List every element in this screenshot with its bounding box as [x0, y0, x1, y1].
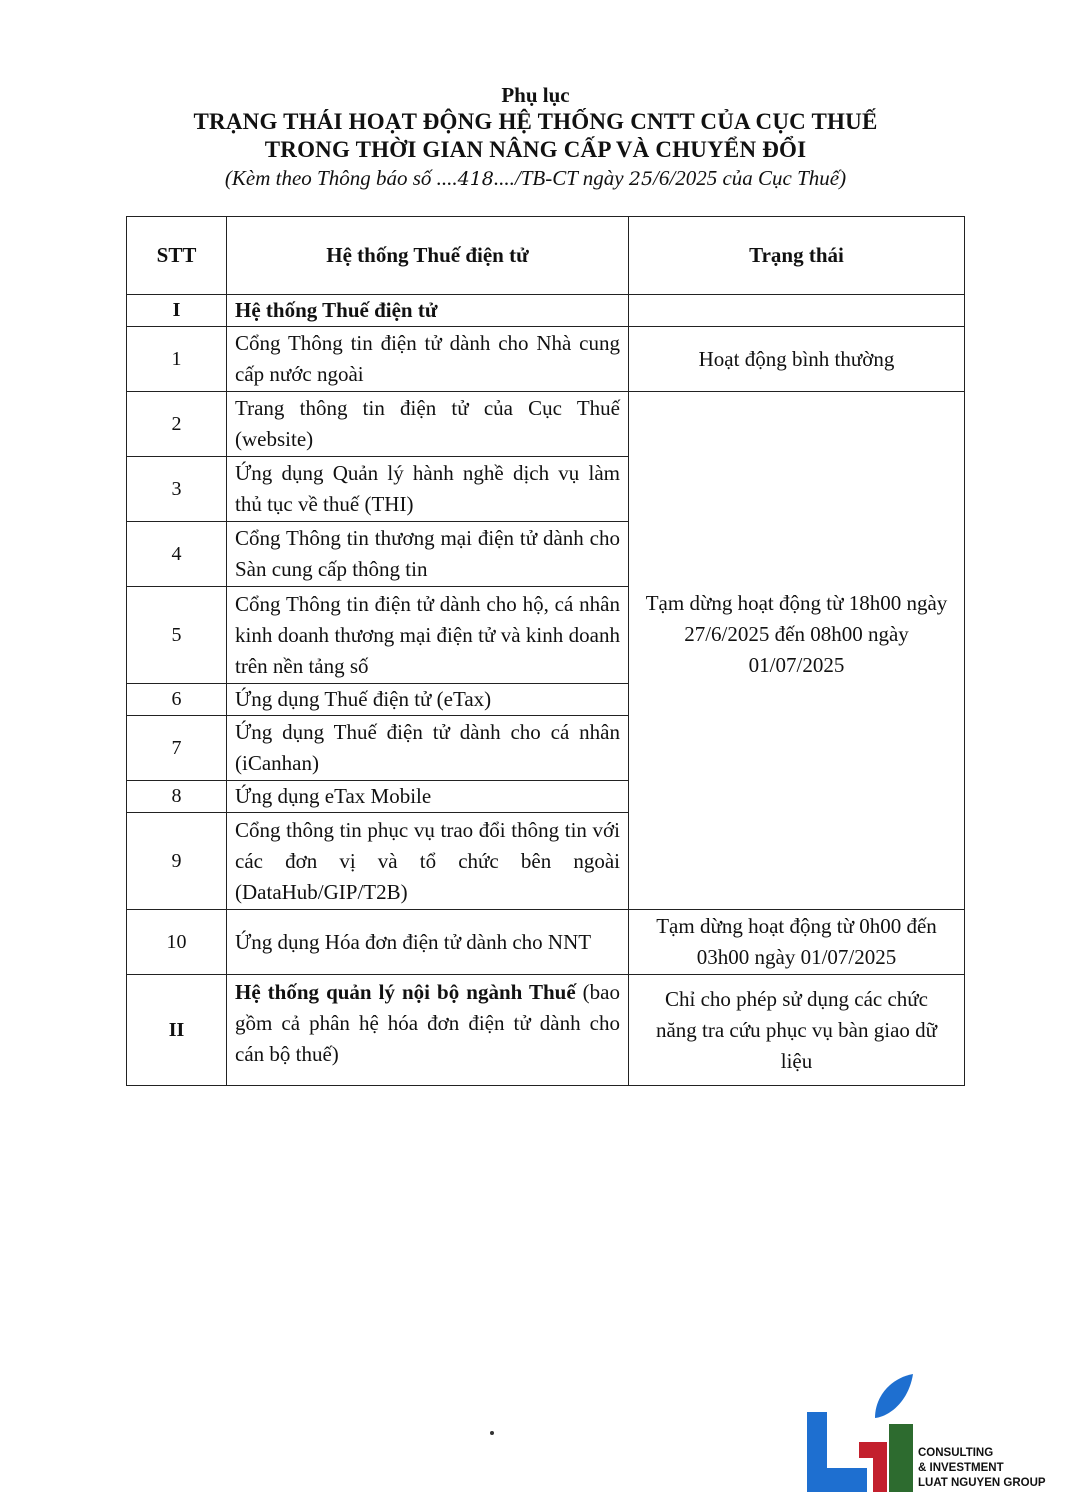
status-suspended-short: Tạm dừng hoạt động từ 0h00 đến 03h00 ngày 01/07/2025 — [629, 910, 965, 975]
row-stt: 5 — [127, 587, 227, 684]
group-status-empty — [629, 295, 965, 327]
title-line-1: TRẠNG THÁI HOẠT ĐỘNG HỆ THỐNG CNTT CỦA CỤC THUẾ — [193, 109, 878, 134]
group-name — [227, 975, 629, 1086]
table-row — [127, 392, 965, 457]
scan-speck — [490, 1431, 494, 1435]
subtitle-prefix: (Kèm theo Thông báo số .... — [224, 166, 458, 190]
row-system: Ứng dụng eTax Mobile — [227, 781, 629, 813]
group-stt: I — [127, 295, 227, 327]
row-stt: 9 — [127, 813, 227, 910]
row-stt: 2 — [127, 392, 227, 457]
group-row-ii — [127, 975, 965, 1086]
row-stt: 1 — [127, 327, 227, 392]
status-table — [126, 216, 965, 1086]
row-stt: 10 — [127, 910, 227, 975]
status-normal: Hoạt động bình thường — [629, 327, 965, 392]
status-lookup-only: Chỉ cho phép sử dụng các chức năng tra cứu phục vụ bàn giao dữ liệu — [629, 975, 965, 1086]
table-header-row — [127, 217, 965, 295]
row-system: Cổng Thông tin điện tử dành cho Nhà cung cấp nước ngoài — [227, 327, 629, 392]
logo-green-shape — [889, 1424, 913, 1492]
header-status: Trạng thái — [629, 217, 965, 295]
row-system: Ứng dụng Thuế điện tử (eTax) — [227, 684, 629, 716]
group-name: Hệ thống Thuế điện tử — [227, 295, 629, 327]
group-stt: II — [127, 975, 227, 1086]
subtitle-middle: ..../TB-CT ngày — [493, 166, 629, 190]
document-header — [0, 82, 1071, 193]
row-system: Ứng dụng Quản lý hành nghề dịch vụ làm thủ tục về thuế (THI) — [227, 457, 629, 522]
header-stt: STT — [127, 217, 227, 295]
row-system: Cổng Thông tin điện tử dành cho hộ, cá nhân kinh doanh thương mại điện tử và kinh doanh trên nền tảng số — [227, 587, 629, 684]
group-row-i — [127, 295, 965, 327]
logo-line-2: & INVESTMENT — [918, 1462, 1004, 1474]
status-suspended-long: Tạm dừng hoạt động từ 18h00 ngày 27/6/2025 đến 08h00 ngày 01/07/2025 — [629, 392, 965, 910]
row-stt: 6 — [127, 684, 227, 716]
group-name-bold: Hệ thống quản lý nội bộ ngành Thuế — [235, 980, 576, 1004]
handwritten-notice-number: 418 — [457, 168, 494, 190]
row-system: Ứng dụng Thuế điện tử dành cho cá nhân (iCanhan) — [227, 716, 629, 781]
appendix-label: Phụ lục — [501, 83, 570, 107]
handwritten-notice-day: 25 — [628, 168, 654, 190]
row-stt: 4 — [127, 522, 227, 587]
row-system: Trang thông tin điện tử của Cục Thuế (website) — [227, 392, 629, 457]
subtitle — [0, 164, 1071, 193]
logo-line-3: LUAT NGUYEN GROUP — [918, 1477, 1046, 1489]
table-row — [127, 910, 965, 975]
company-logo-icon — [805, 1372, 920, 1494]
row-stt: 3 — [127, 457, 227, 522]
table-row — [127, 327, 965, 392]
header-system: Hệ thống Thuế điện tử — [227, 217, 629, 295]
logo-line-1: CONSULTING — [918, 1447, 994, 1459]
row-stt: 7 — [127, 716, 227, 781]
title-line-2: TRONG THỜI GIAN NÂNG CẤP VÀ CHUYỂN ĐỔI — [264, 137, 807, 162]
row-system: Ứng dụng Hóa đơn điện tử dành cho NNT — [227, 910, 629, 975]
row-system: Cổng thông tin phục vụ trao đổi thông tin với các đơn vị và tổ chức bên ngoài (DataHub/GIP/T2B) — [227, 813, 629, 910]
row-stt: 8 — [127, 781, 227, 813]
logo-text — [918, 1446, 1046, 1491]
logo-leaf-shape — [875, 1374, 913, 1418]
subtitle-suffix: /6/2025 của Cục Thuế) — [653, 166, 847, 190]
group-name-rest: (bao gồm cả phân hệ hóa đơn điện tử dành cho cán bộ thuế) — [235, 980, 620, 1066]
logo-blue-shape — [807, 1412, 867, 1492]
row-system: Cổng Thông tin thương mại điện tử dành cho Sàn cung cấp thông tin — [227, 522, 629, 587]
